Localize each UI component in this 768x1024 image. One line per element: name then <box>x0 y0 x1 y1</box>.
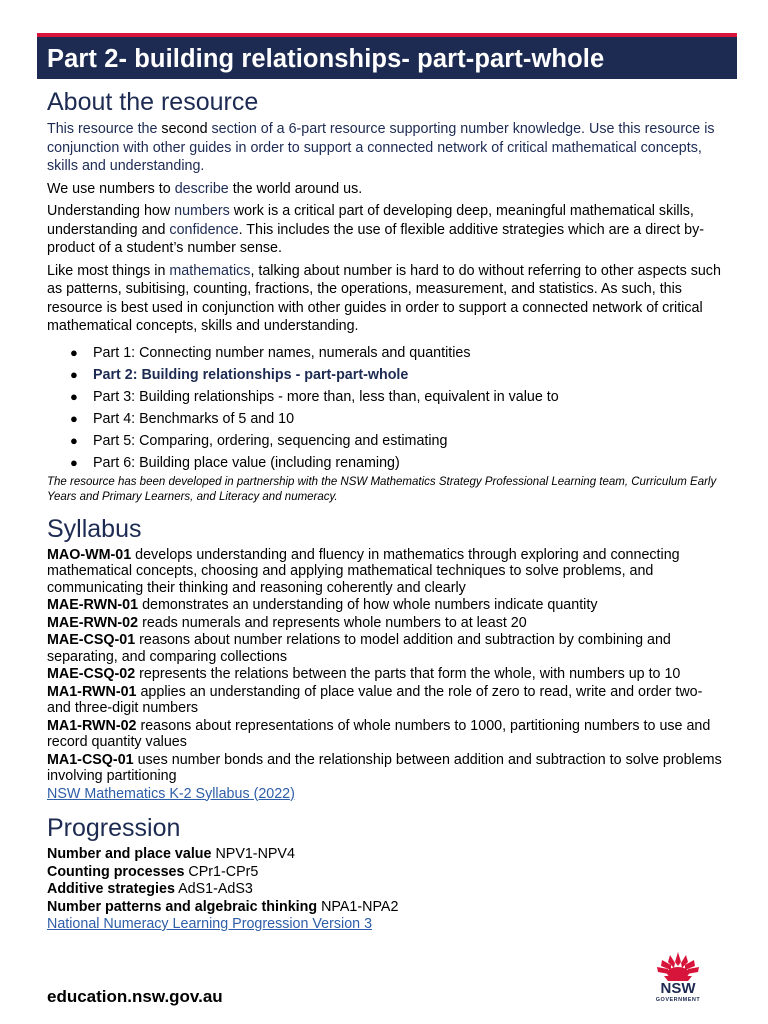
syllabus-link-row <box>47 786 727 803</box>
text-segment: , talking about number is hard to do without referring to other aspects such as patterns, subitising, counting, fractions, the operations, measurement, and statistics. As such, this resource is best used in conjunction with other guides in order to support a connected network of critical mathematical concepts, skills and understanding. <box>47 262 721 334</box>
progression-value: CPr1-CPr5 <box>184 863 259 880</box>
outcome-code: MA1-RWN-01 <box>47 683 137 700</box>
outcome <box>47 632 727 665</box>
list-item <box>47 454 727 472</box>
progression-value: AdS1-AdS3 <box>174 881 253 897</box>
title-banner <box>37 33 737 79</box>
list-item-text: Part 5: Comparing, ordering, sequencing and estimating <box>93 432 448 449</box>
list-item <box>47 410 727 428</box>
progression-label: Additive strategies <box>47 881 175 897</box>
outcome-code: MAE-RWN-02 <box>47 614 139 631</box>
intro-text-b: second <box>157 121 212 137</box>
about-paragraph-mathematics <box>47 262 727 336</box>
waratah-icon <box>650 950 706 982</box>
progression-label: Number and place value <box>47 846 212 862</box>
text-segment: Understanding how <box>47 203 175 219</box>
outcome-code: MAE-CSQ-02 <box>47 666 136 682</box>
outcome-code: MA1-RWN-02 <box>47 717 137 734</box>
text-segment: Like most things in <box>47 262 170 279</box>
about-intro-paragraph <box>47 120 727 176</box>
outcome <box>47 666 727 683</box>
progression-item <box>47 864 727 882</box>
text-segment: work is a critical part of developing deep, meaningful mathematical skills, understanding and <box>47 203 694 238</box>
outcome-text: demonstrates an understanding of how whole numbers indicate quantity <box>138 597 598 613</box>
bullet: ● <box>70 410 78 426</box>
outcome-code: MAE-RWN-01 <box>47 597 139 613</box>
progression-value: NPV1-NPV4 <box>211 846 295 862</box>
progression-item <box>47 881 727 899</box>
logo-text: NSW <box>660 980 696 997</box>
logo-subtext: GOVERNMENT <box>655 997 701 1003</box>
progression-value: NPA1-NPA2 <box>317 898 399 915</box>
about-paragraph-understanding <box>47 202 727 258</box>
outcome-text: reads numerals and represents whole numbers to at least 20 <box>138 614 527 631</box>
progression-label: Number patterns and algebraic thinking <box>47 898 318 915</box>
syllabus-outcomes <box>47 547 727 803</box>
list-item-current <box>47 366 727 384</box>
progression-item <box>47 846 727 864</box>
outcome-text: applies an understanding of place value and the role of zero to read, write and order two- and three-digit numbers <box>47 683 703 716</box>
bullet: ● <box>70 366 78 382</box>
page-title: Part 2- building relationships- part-part-whole <box>47 45 605 73</box>
main-content <box>47 86 727 934</box>
outcome <box>47 684 727 717</box>
text-segment: We use numbers to <box>47 180 175 197</box>
syllabus-link[interactable]: NSW Mathematics K-2 Syllabus (2022) <box>47 785 295 802</box>
list-item-text: Part 6: Building place value (including renaming) <box>93 454 400 471</box>
nsw-government-logo <box>650 950 706 1006</box>
bullet: ● <box>70 432 78 448</box>
outcome-text: uses number bonds and the relationship between addition and subtraction to solve problems involving partitioning <box>47 751 722 784</box>
text-segment: describe <box>174 180 229 197</box>
outcome-text: reasons about number relations to model addition and subtraction by combining and separating, and comparing collections <box>47 632 671 665</box>
outcome-code: MAO-WM-01 <box>47 546 132 563</box>
text-segment: mathematics <box>169 262 251 279</box>
bullet: ● <box>70 344 78 360</box>
list-item <box>47 432 727 450</box>
about-paragraph-describe <box>47 180 727 199</box>
bullet: ● <box>70 454 78 470</box>
bullet: ● <box>70 388 78 404</box>
list-item <box>47 388 727 406</box>
outcome <box>47 597 727 614</box>
outcome-text: develops understanding and fluency in mathematics through exploring and connecting mathematical concepts, choosing and applying mathematical techniques to solve problems, and communicating their thinking and reasoning coherently and clearly <box>47 546 680 596</box>
list-item-text: Part 2: Building relationships - part-part-whole <box>93 366 409 383</box>
parts-list <box>47 344 727 472</box>
outcome <box>47 547 727 597</box>
credit-note: The resource has been developed in partnership with the NSW Mathematics Strategy Professional Learning team, Curriculum Early Years and Primary Learners, and Literacy and numeracy. <box>47 475 717 503</box>
text-segment: the world around us. <box>228 180 363 197</box>
outcome <box>47 718 727 751</box>
outcome-text: reasons about representations of whole numbers to 1000, partitioning numbers to use and record quantity values <box>47 717 711 750</box>
outcome-code: MAE-CSQ-01 <box>47 632 136 648</box>
footer-url[interactable]: education.nsw.gov.au <box>47 987 223 1006</box>
intro-text-a: This resource the <box>47 121 158 137</box>
list-item <box>47 344 727 362</box>
outcome-text: represents the relations between the parts that form the whole, with numbers up to 10 <box>135 666 681 682</box>
progression-label: Counting processes <box>47 863 185 880</box>
text-segment: confidence <box>169 221 239 238</box>
progression-heading: Progression <box>47 814 181 842</box>
text-segment: numbers <box>174 203 230 219</box>
text-segment: . This includes the use of flexible additive strategies which are a direct by-product of a student’s number sense. <box>47 221 704 256</box>
about-heading: About the resource <box>47 88 259 116</box>
list-item-text: Part 1: Connecting number names, numerals and quantities <box>93 344 471 361</box>
outcome-code: MA1-CSQ-01 <box>47 751 134 768</box>
list-item-text: Part 4: Benchmarks of 5 and 10 <box>93 410 295 427</box>
syllabus-heading: Syllabus <box>47 514 142 543</box>
intro-text-c: section of a 6-part resource supporting number knowledge. Use this resource is conjunction with other guides in order to support a connected network of critical mathematical concepts, skills and understanding. <box>47 121 715 174</box>
outcome <box>47 615 727 632</box>
progression-item <box>47 899 727 917</box>
list-item-text: Part 3: Building relationships - more than, less than, equivalent in value to <box>93 388 559 405</box>
progression-list <box>47 846 727 934</box>
progression-link-row <box>47 916 727 934</box>
outcome <box>47 752 727 785</box>
progression-link[interactable]: National Numeracy Learning Progression Version 3 <box>47 916 373 932</box>
